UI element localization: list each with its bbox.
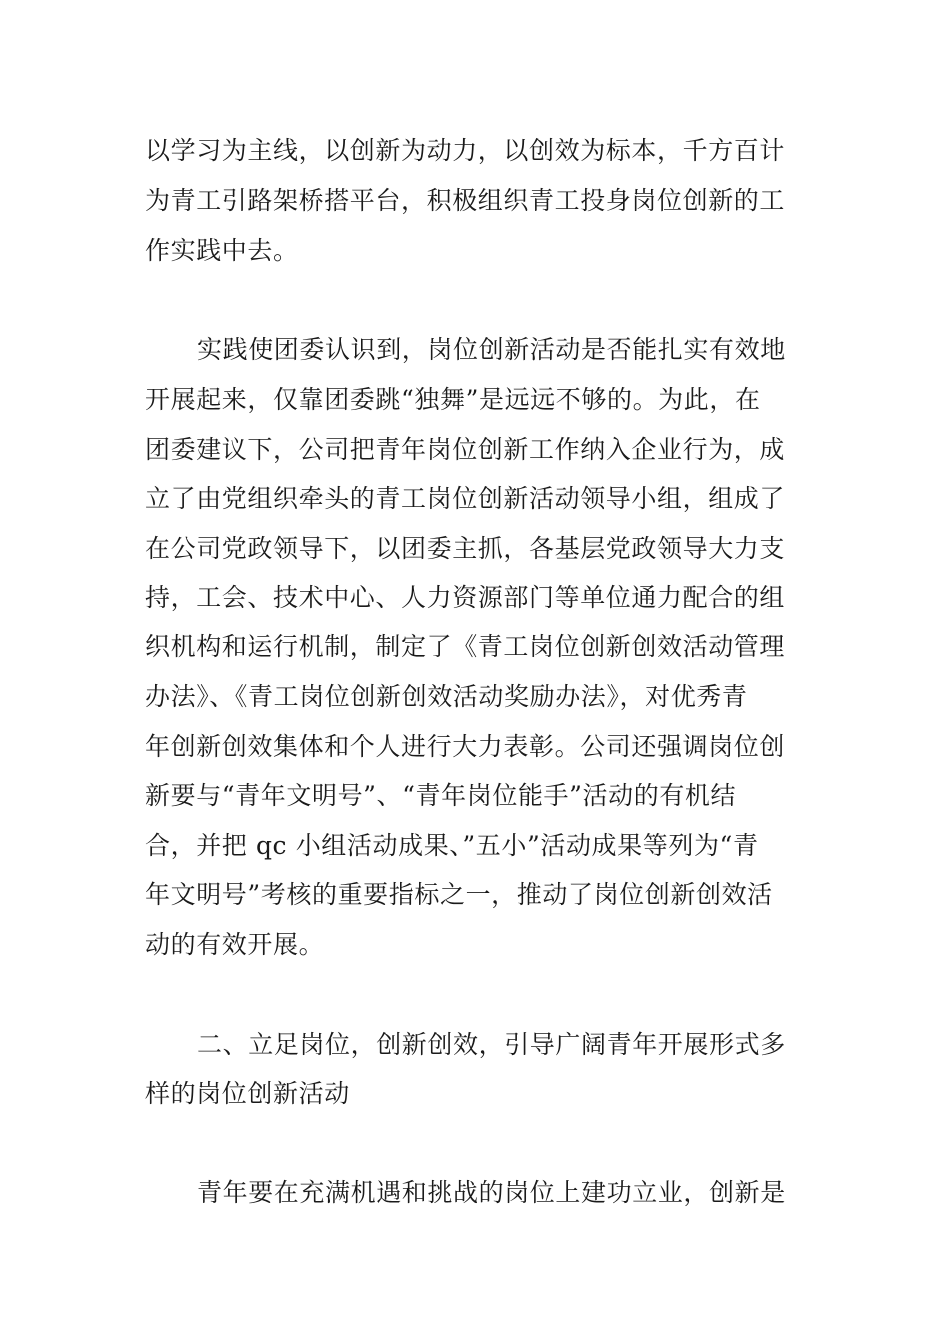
paragraph-2-line-7: 织机构和运行机制，制定了《青工岗位创新创效活动管理 <box>145 632 786 661</box>
section-heading-line-1: 二、立足岗位，创新创效，引导广阔青年开展形式多 <box>197 1030 786 1059</box>
paragraph-2-line-2: 开展起来，仅靠团委跳“独舞”是远远不够的。为此，在 <box>145 385 761 414</box>
paragraph-2-line-10: 新要与“青年文明号”、“青年岗位能手”活动的有机结 <box>145 781 737 810</box>
paragraph-1-line-2: 为青工引路架桥搭平台，积极组织青工投身岗位创新的工 <box>145 186 786 215</box>
paragraph-2-line-5: 在公司党政领导下，以团委主抓，各基层党政领导大力支 <box>145 534 786 563</box>
paragraph-2-line-9: 年创新创效集体和个人进行大力表彰。公司还强调岗位创 <box>145 732 786 761</box>
section-heading-line-2: 样的岗位创新活动 <box>145 1079 350 1108</box>
paragraph-3-line-1: 青年要在充满机遇和挑战的岗位上建功立业，创新是 <box>197 1178 786 1207</box>
paragraph-2-line-4: 立了由党组织牵头的青工岗位创新活动领导小组，组成了 <box>145 484 786 513</box>
paragraph-2-line-13: 动的有效开展。 <box>145 930 325 959</box>
paragraph-2-line-6: 持，工会、技术中心、人力资源部门等单位通力配合的组 <box>145 583 786 612</box>
paragraph-2-line-3: 团委建议下，公司把青年岗位创新工作纳入企业行为，成 <box>145 435 786 464</box>
paragraph-2-line-12: 年文明号”考核的重要指标之一，推动了岗位创新创效活 <box>145 880 773 909</box>
paragraph-2-line-1: 实践使团委认识到，岗位创新活动是否能扎实有效地 <box>197 335 786 364</box>
paragraph-2-line-11: 合，并把 qc 小组活动成果、”五小”活动成果等列为“青 <box>145 831 759 860</box>
paragraph-1-line-3: 作实践中去。 <box>145 236 299 265</box>
paragraph-1-line-1: 以学习为主线，以创新为动力，以创效为标本，千方百计 <box>145 136 786 165</box>
paragraph-2-line-8: 办法》、《青工岗位创新创效活动奖励办法》，对优秀青 <box>145 682 748 711</box>
